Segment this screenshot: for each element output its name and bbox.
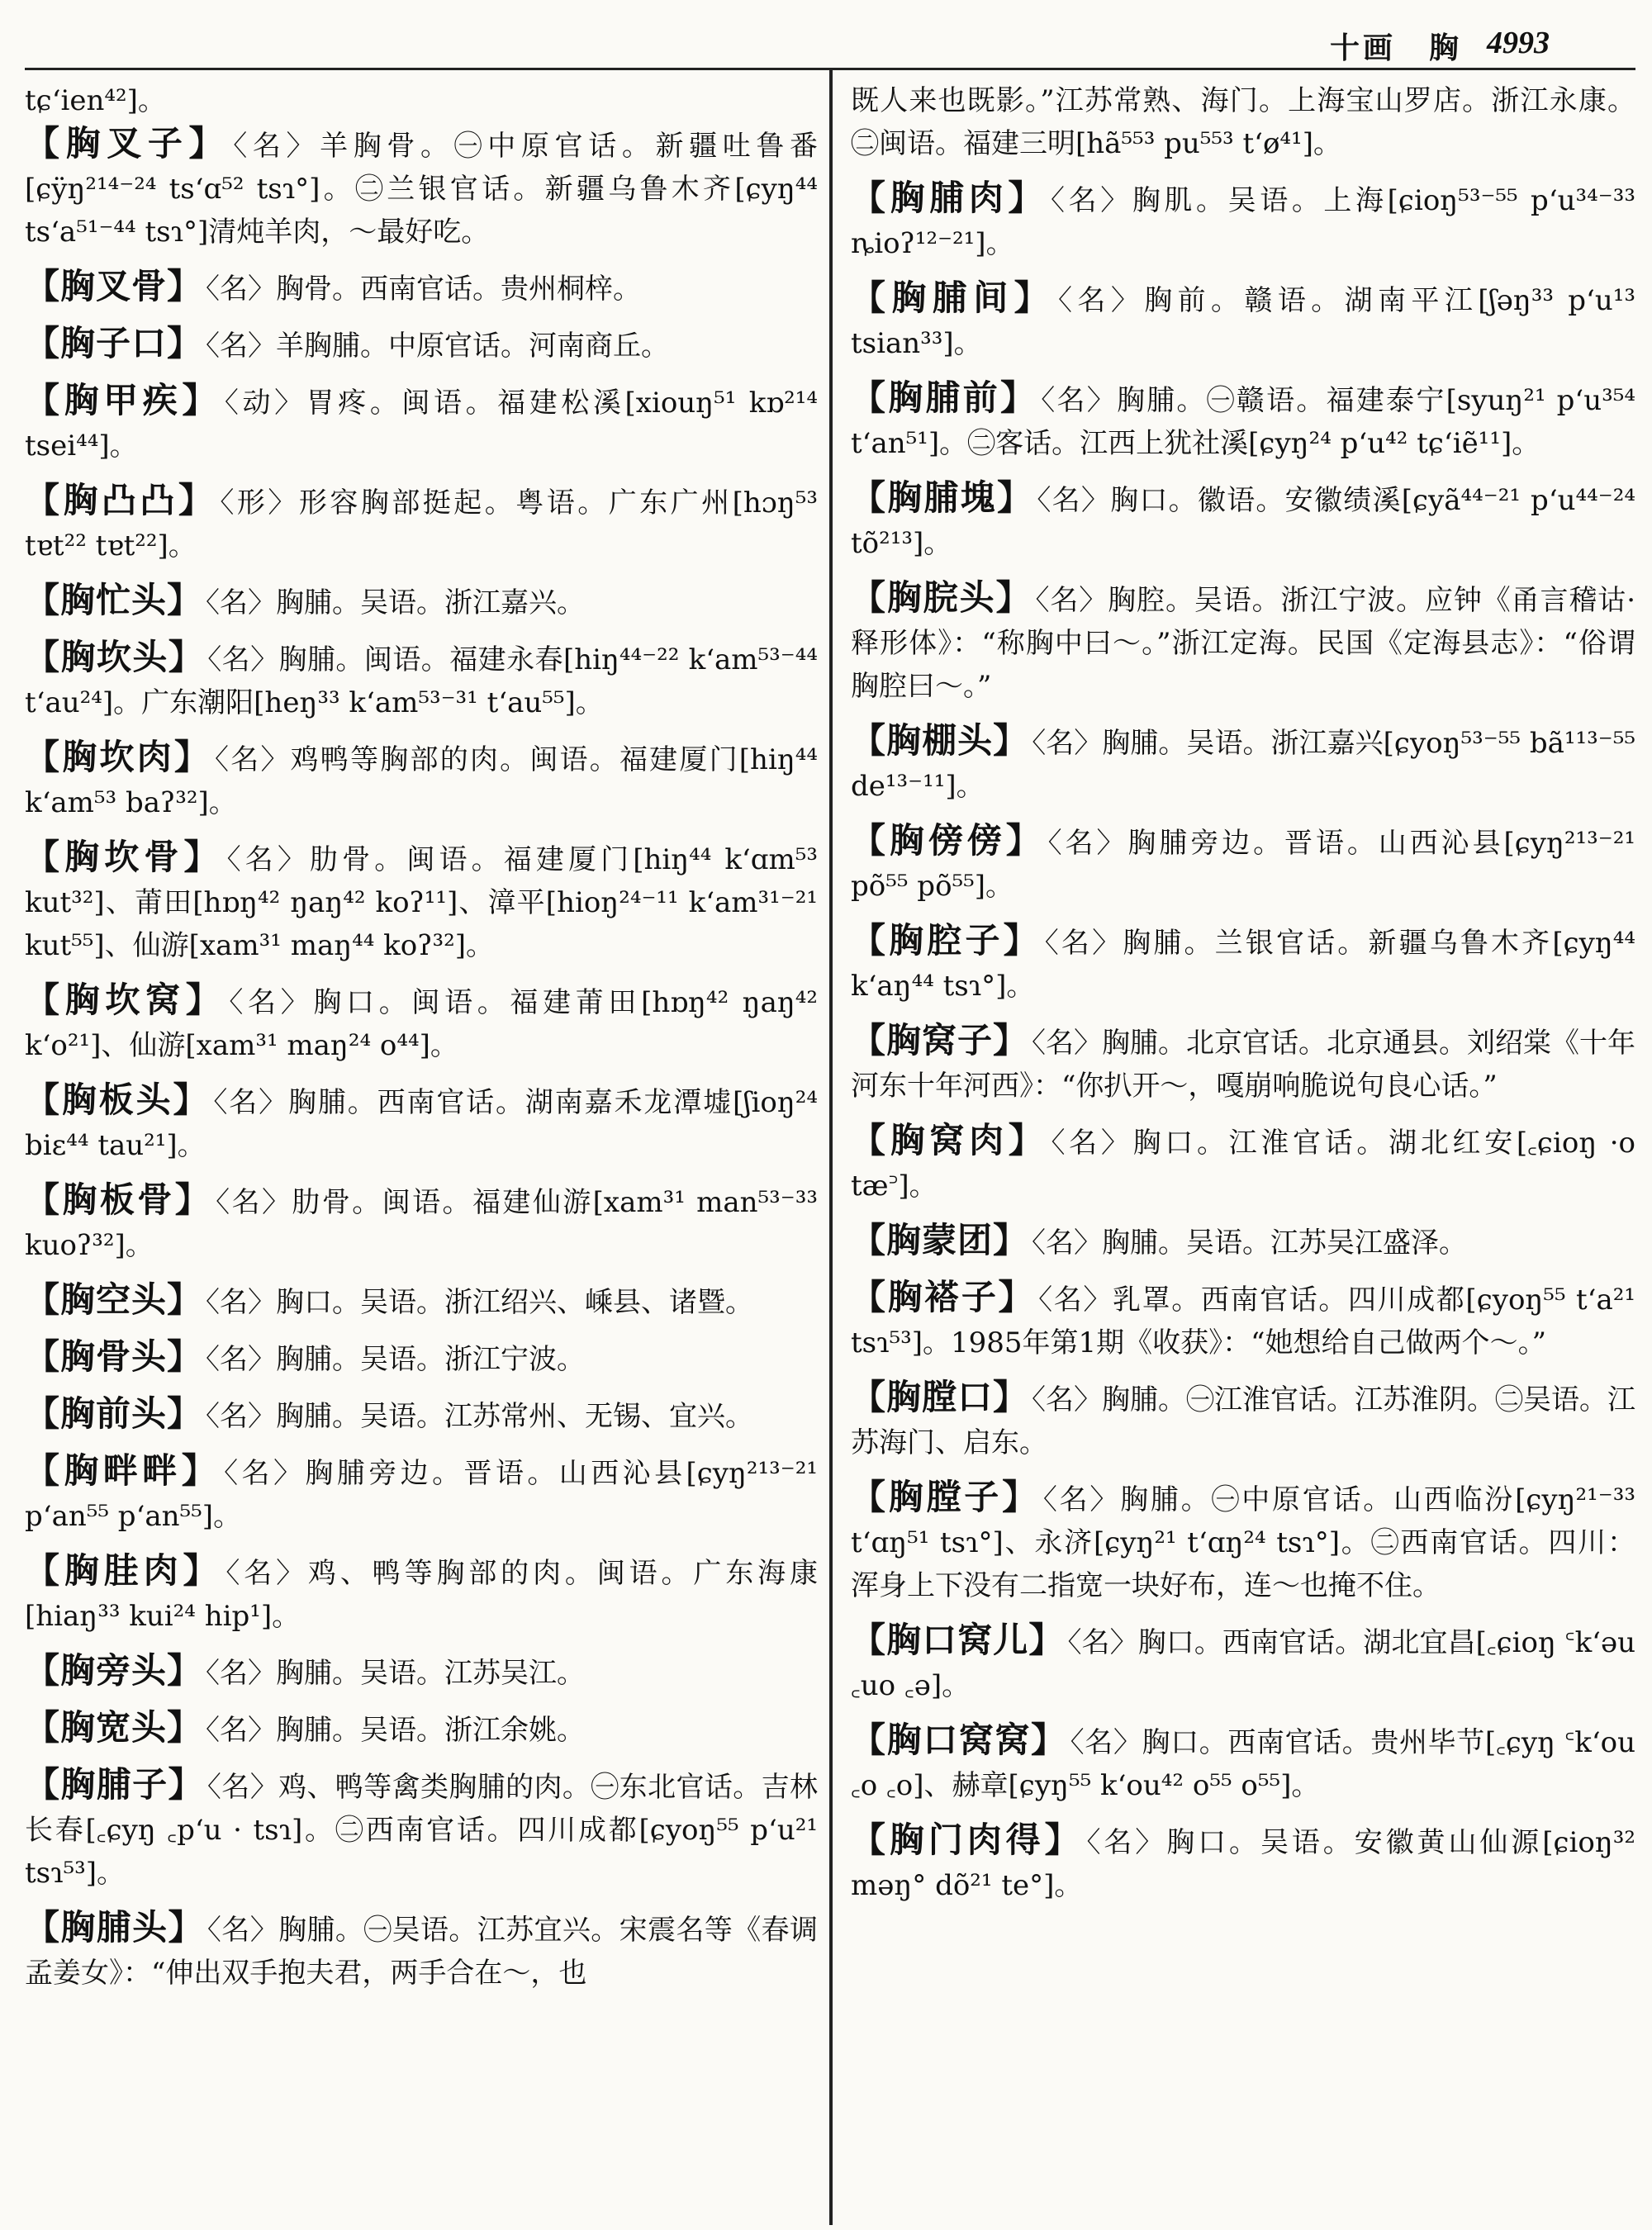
entry-headword: 【胸口窝窝】 xyxy=(851,1720,1067,1760)
entry-headword: 【胸窝子】 xyxy=(851,1020,1029,1060)
entry-part-of-speech: 〈名〉 xyxy=(206,1714,277,1747)
dictionary-entry xyxy=(25,1763,818,1895)
entry-headword: 【胸凸凸】 xyxy=(25,480,217,520)
dictionary-entry xyxy=(851,477,1635,565)
entry-definition: 胸脯。㊀江淮官话。江苏淮阴。㊁吴语。江苏海门、启东。 xyxy=(851,1383,1635,1459)
dictionary-entry xyxy=(851,277,1635,365)
entry-headword: 【胸畔畔】 xyxy=(25,1450,221,1491)
entry-part-of-speech: 〈动〉 xyxy=(224,387,306,420)
dictionary-entry xyxy=(25,1179,818,1267)
entry-part-of-speech: 〈名〉 xyxy=(206,1914,279,1947)
entry-part-of-speech: 〈名〉 xyxy=(215,743,291,776)
entry-headword: 【胸窝肉】 xyxy=(851,1120,1048,1160)
dictionary-entry xyxy=(25,122,818,254)
entry-part-of-speech: 〈名〉 xyxy=(1037,484,1111,517)
dictionary-entry xyxy=(25,636,818,724)
entry-headword: 【胸骨头】 xyxy=(25,1336,203,1377)
entry-part-of-speech: 〈名〉 xyxy=(1047,827,1128,860)
entry-definition: 胸脯。㊀吴语。江苏宜兴。宋震名等《春调孟姜女》：“伸出双手抱夫君，两手合在～，也 xyxy=(25,1914,818,1990)
dictionary-entry xyxy=(25,579,818,624)
entry-part-of-speech: 〈名〉 xyxy=(1041,384,1117,417)
entry-definition: 胸脯。兰银官话。新疆乌鲁木齐[ɕyŋ⁴⁴ kʻaŋ⁴⁴ tsɿ°]。 xyxy=(851,927,1635,1003)
entry-part-of-speech: 〈名〉 xyxy=(225,1557,308,1590)
dictionary-entry xyxy=(25,1336,818,1381)
dictionary-entry xyxy=(25,1279,818,1324)
entry-part-of-speech: 〈名〉 xyxy=(216,1186,292,1219)
entry-part-of-speech: 〈名〉 xyxy=(1051,1127,1133,1160)
entry-definition: 胸脯旁边。晋语。山西沁县[ɕyŋ²¹³⁻²¹ põ⁵⁵ põ⁵⁵]。 xyxy=(851,827,1635,903)
entry-part-of-speech: 〈名〉 xyxy=(206,1771,279,1804)
dictionary-entry xyxy=(25,1079,818,1167)
entry-part-of-speech: 〈名〉 xyxy=(233,130,320,163)
dictionary-entry xyxy=(25,379,818,467)
dictionary-entry xyxy=(25,1450,818,1538)
entry-headword: 【胸板骨】 xyxy=(25,1179,213,1220)
entry-part-of-speech: 〈名〉 xyxy=(207,643,279,676)
entry-part-of-speech: 〈名〉 xyxy=(206,1286,277,1319)
left-entry-list xyxy=(25,122,818,1995)
entry-definition: 胸口。徽语。安徽绩溪[ɕyã⁴⁴⁻²¹ pʻu⁴⁴⁻²⁴ tõ²¹³]。 xyxy=(851,484,1635,560)
entry-part-of-speech: 〈名〉 xyxy=(1070,1726,1142,1759)
dictionary-entry xyxy=(851,1719,1635,1807)
entry-part-of-speech: 〈名〉 xyxy=(1067,1626,1138,1659)
entry-headword: 【胸坎肉】 xyxy=(25,737,212,777)
entry-definition: 胸口。西南官话。湖北宜昌[꜀ɕioŋ ꜂kʻəu ꜀uo ꜀ə]。 xyxy=(851,1626,1635,1702)
dictionary-entry xyxy=(851,1476,1635,1607)
entry-part-of-speech: 〈名〉 xyxy=(206,586,277,619)
entry-headword: 【胸叉子】 xyxy=(25,123,230,164)
dictionary-entry xyxy=(25,1393,818,1438)
entry-definition: 胸口。吴语。浙江绍兴、嵊县、诸暨。 xyxy=(276,1286,754,1319)
entry-definition: 胸脯。吴语。江苏常州、无锡、宜兴。 xyxy=(276,1400,754,1433)
entry-definition: 胸脯。吴语。江苏吴江。 xyxy=(276,1657,586,1690)
entry-headword: 【胸棚头】 xyxy=(851,720,1029,761)
dictionary-entry xyxy=(851,1119,1635,1208)
entry-definition: 胸口。吴语。安徽黄山仙源[ɕioŋ³² məŋ° dõ²¹ te°]。 xyxy=(851,1826,1635,1902)
entry-part-of-speech: 〈名〉 xyxy=(206,273,277,306)
entry-headword: 【胸蒙团】 xyxy=(851,1220,1029,1260)
entry-definition: 胸口。闽语。福建莆田[hɒŋ⁴² ŋaŋ⁴² kʻo²¹]、仙游[xam³¹ maŋ²⁴ o⁴⁴]。 xyxy=(25,986,818,1062)
entry-definition: 胸脯。㊀赣语。福建泰宁[syuŋ²¹ pʻu³⁵⁴ tʻan⁵¹]。㊁客话。江西上犹社溪[ɕyŋ²⁴ pʻu⁴² tɕʻiẽ¹¹]。 xyxy=(851,384,1635,460)
section-title: 十画 胸 xyxy=(1330,31,1463,65)
entry-definition: 胸脯。闽语。福建永春[hiŋ⁴⁴⁻²² kʻam⁵³⁻⁴⁴ tʻau²⁴]。广东潮阳[heŋ³³ kʻam⁵³⁻³¹ tʻau⁵⁵]。 xyxy=(25,643,818,719)
dictionary-entry xyxy=(851,1376,1635,1464)
entry-definition: 胸腔。吴语。浙江宁波。应钟《甬言稽诂·释形体》：“称胸中曰～。”浙江定海。民国《定海县志》：“俗谓胸腔曰～。” xyxy=(851,584,1635,703)
column-divider xyxy=(829,69,833,2225)
entry-definition: 胸脯。吴语。浙江嘉兴[ɕyoŋ⁵³⁻⁵⁵ bã¹¹³⁻⁵⁵ de¹³⁻¹¹]。 xyxy=(851,727,1635,803)
entry-headword: 【胸脯头】 xyxy=(25,1907,204,1948)
entry-definition: 胸脯旁边。晋语。山西沁县[ɕyŋ²¹³⁻²¹ pʻan⁵⁵ pʻan⁵⁵]。 xyxy=(25,1457,818,1533)
entry-headword: 【胸口窝儿】 xyxy=(851,1620,1065,1660)
entry-part-of-speech: 〈名〉 xyxy=(213,1086,288,1119)
dictionary-entry xyxy=(851,819,1635,908)
entry-headword: 【胸脯前】 xyxy=(851,377,1038,418)
entry-definition: 胸脯。吴语。浙江余姚。 xyxy=(276,1714,586,1747)
entry-definition: 胸脯。㊀中原官话。山西临汾[ɕyŋ²¹⁻³³ tʻɑŋ⁵¹ tsɿ°]、永济[ɕyŋ²¹ tʻɑŋ²⁴ tsɿ°]。㊁西南官话。四川：浑身上下没有二指宽一块好布，连～也掩不住。 xyxy=(851,1483,1635,1602)
entry-definition: 胃疼。闽语。福建松溪[xiouŋ⁵¹ kɒ²¹⁴ tsei⁴⁴]。 xyxy=(25,387,818,463)
entry-definition: 胸肌。吴语。上海[ɕioŋ⁵³⁻⁵⁵ pʻu³⁴⁻³³ ȵioʔ¹²⁻²¹]。 xyxy=(851,184,1635,260)
entry-part-of-speech: 〈名〉 xyxy=(1035,584,1108,617)
dictionary-entry xyxy=(851,719,1635,808)
dictionary-entry xyxy=(851,1619,1635,1707)
entry-part-of-speech: 〈名〉 xyxy=(229,986,314,1019)
dictionary-entry xyxy=(25,1906,818,1995)
entry-part-of-speech: 〈名〉 xyxy=(1038,1283,1113,1317)
entry-part-of-speech: 〈名〉 xyxy=(1042,1483,1121,1516)
entry-headword: 【胸脯间】 xyxy=(851,278,1056,318)
dictionary-entry xyxy=(25,1549,818,1638)
entry-definition: 形容胸部挺起。粤语。广东广州[hɔŋ⁵³ tɐt²² tɐt²²]。 xyxy=(25,486,818,562)
entry-definition: 鸡鸭等胸部的肉。闽语。福建厦门[hiŋ⁴⁴ kʻam⁵³ baʔ³²]。 xyxy=(25,743,818,819)
entry-definition: 胸脯。吴语。浙江嘉兴。 xyxy=(276,586,586,619)
entry-part-of-speech: 〈形〉 xyxy=(220,486,299,520)
entry-headword: 【胸旁头】 xyxy=(25,1650,203,1691)
dictionary-entry xyxy=(25,1649,818,1695)
dictionary-entry xyxy=(25,322,818,368)
entry-part-of-speech: 〈名〉 xyxy=(1086,1826,1167,1859)
entry-definition: 鸡、鸭等胸部的肉。闽语。广东海康[hiaŋ³³ kui²⁴ hip¹]。 xyxy=(25,1557,818,1633)
entry-headword: 【胸腔子】 xyxy=(851,920,1042,961)
entry-headword: 【胸褡子】 xyxy=(851,1277,1036,1317)
entry-part-of-speech: 〈名〉 xyxy=(1032,1383,1103,1416)
dictionary-entry xyxy=(851,1276,1635,1364)
entry-headword: 【胸子口】 xyxy=(25,323,203,363)
dictionary-entry xyxy=(851,377,1635,465)
dictionary-entry xyxy=(851,576,1635,708)
entry-definition: 胸脯。吴语。浙江宁波。 xyxy=(276,1343,586,1376)
entry-headword: 【胸脘头】 xyxy=(851,577,1032,618)
entry-headword: 【胸脯塊】 xyxy=(851,477,1034,518)
entry-part-of-speech: 〈名〉 xyxy=(206,330,277,363)
entry-definition: 胸脯。吴语。江苏吴江盛泽。 xyxy=(1102,1226,1468,1260)
dictionary-entry xyxy=(25,836,818,967)
entry-part-of-speech: 〈名〉 xyxy=(1051,184,1132,217)
entry-part-of-speech: 〈名〉 xyxy=(206,1657,277,1690)
entry-headword: 【胸甲疾】 xyxy=(25,380,221,420)
entry-headword: 【胸膛子】 xyxy=(851,1477,1040,1517)
entry-part-of-speech: 〈名〉 xyxy=(226,843,310,876)
entry-headword: 【胸板头】 xyxy=(25,1079,211,1120)
entry-definition: 鸡、鸭等禽类胸脯的肉。㊀东北官话。吉林长春[꜀ɕyŋ ꜀pʻu · tsɿ]。㊁西南官话。四川成都[ɕyoŋ⁵⁵ pʻu²¹ tsɿ⁵³]。 xyxy=(25,1771,818,1890)
continuation-line: tɕʻien⁴²]。 xyxy=(25,84,166,117)
page-number: 4993 xyxy=(1487,26,1550,60)
entry-definition: 羊胸脯。中原官话。河南商丘。 xyxy=(276,330,670,363)
entry-definition: 乳罩。西南官话。四川成都[ɕyoŋ⁵⁵ tʻa²¹ tsɿ⁵³]。1985年第1期《收获》：“她想给自己做两个～。” xyxy=(851,1283,1635,1359)
dictionary-entry xyxy=(851,1019,1635,1108)
entry-definition: 肋骨。闽语。福建厦门[hiŋ⁴⁴ kʻɑm⁵³ kut³²]、莆田[hɒŋ⁴² ŋaŋ⁴² koʔ¹¹]、漳平[hioŋ²⁴⁻¹¹ kʻam³¹⁻²¹ kut⁵⁵]、仙游[xam³¹ maŋ⁴⁴ koʔ³²]。 xyxy=(25,843,818,962)
entry-part-of-speech: 〈名〉 xyxy=(224,1457,306,1490)
entry-definition: 胸骨。西南官话。贵州桐梓。 xyxy=(276,273,642,306)
entry-headword: 【胸膛口】 xyxy=(851,1377,1029,1417)
entry-headword: 【胸坎头】 xyxy=(25,637,205,677)
dictionary-entry xyxy=(25,479,818,567)
entry-headword: 【胸叉骨】 xyxy=(25,266,203,306)
entry-headword: 【胸脯肉】 xyxy=(851,178,1048,218)
entry-headword: 【胸坎窝】 xyxy=(25,980,226,1020)
entry-headword: 【胸门肉得】 xyxy=(851,1820,1084,1860)
entry-definition: 胸口。西南官话。贵州毕节[꜀ɕyŋ ꜂kʻou ꜀o ꜀o]、赫章[ɕyŋ⁵⁵ kʻou⁴² o⁵⁵ o⁵⁵]。 xyxy=(851,1726,1635,1802)
entry-part-of-speech: 〈名〉 xyxy=(1032,1027,1103,1060)
entry-part-of-speech: 〈名〉 xyxy=(1044,927,1123,960)
entry-headword: 【胸胿肉】 xyxy=(25,1550,223,1591)
continuation-text: 既人来也既影。”江苏常熟、海门。上海宝山罗店。浙江永康。㊁闽语。福建三明[hã⁵⁵³ pu⁵⁵³ tʻø⁴¹]。 xyxy=(851,84,1635,160)
entry-headword: 【胸傍傍】 xyxy=(851,820,1045,861)
entry-part-of-speech: 〈名〉 xyxy=(1032,727,1103,760)
entry-definition: 胸前。赣语。湖南平江[ʃəŋ³³ pʻu¹³ tsian³³]。 xyxy=(851,284,1635,360)
dictionary-entry xyxy=(851,919,1635,1008)
dictionary-entry xyxy=(851,1819,1635,1907)
entry-definition: 肋骨。闽语。福建仙游[xam³¹ man⁵³⁻³³ kuoʔ³²]。 xyxy=(25,1186,818,1262)
dictionary-entry xyxy=(851,1219,1635,1264)
dictionary-entry xyxy=(25,265,818,311)
page-header xyxy=(0,18,1652,68)
entry-definition: 胸口。江淮官话。湖北红安[꜀ɕioŋ ·o tæ꜄]。 xyxy=(851,1127,1635,1203)
entry-definition: 羊胸骨。㊀中原官话。新疆吐鲁番[ɕÿŋ²¹⁴⁻²⁴ tsʻɑ⁵² tsɿ°]。㊁兰银官话。新疆乌鲁木齐[ɕyŋ⁴⁴ tsʻa⁵¹⁻⁴⁴ tsɿ°]清炖羊肉，～最好吃。 xyxy=(25,130,818,249)
right-column xyxy=(851,79,1635,2223)
entry-headword: 【胸宽头】 xyxy=(25,1707,203,1748)
dictionary-entry xyxy=(25,736,818,824)
left-column xyxy=(25,79,818,2223)
entry-definition: 胸脯。西南官话。湖南嘉禾龙潭墟[ʃioŋ²⁴ biɛ⁴⁴ tau²¹]。 xyxy=(25,1086,818,1162)
dictionary-entry xyxy=(851,177,1635,265)
right-entry-list xyxy=(851,177,1635,1907)
entry-headword: 【胸忙头】 xyxy=(25,580,203,620)
entry-headword: 【胸脯子】 xyxy=(25,1764,204,1805)
entry-part-of-speech: 〈名〉 xyxy=(1058,284,1145,317)
entry-headword: 【胸坎骨】 xyxy=(25,837,224,877)
entry-headword: 【胸空头】 xyxy=(25,1279,203,1320)
dictionary-entry xyxy=(25,1706,818,1752)
entry-part-of-speech: 〈名〉 xyxy=(1032,1226,1103,1260)
entry-definition: 胸脯。北京官话。北京通县。刘绍棠《十年河东十年河西》：“你扒开～，嘎崩响脆说句良心话。” xyxy=(851,1027,1635,1103)
entry-headword: 【胸前头】 xyxy=(25,1393,203,1434)
entry-part-of-speech: 〈名〉 xyxy=(206,1343,277,1376)
dictionary-entry xyxy=(25,979,818,1067)
entry-part-of-speech: 〈名〉 xyxy=(206,1400,277,1433)
